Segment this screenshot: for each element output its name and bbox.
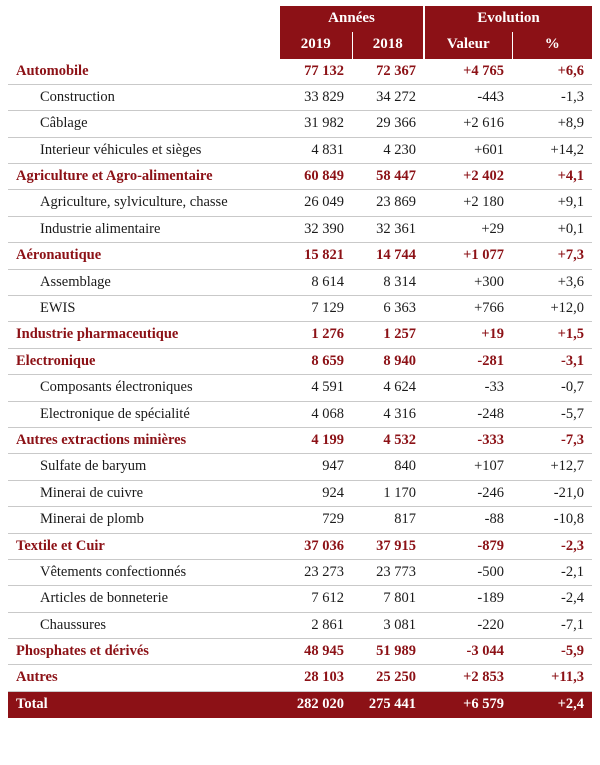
row-label: Electronique de spécialité — [8, 401, 280, 427]
row-label: Autres extractions minières — [8, 427, 280, 453]
row-value-2019: 924 — [280, 480, 352, 506]
row-evolution-value: +29 — [424, 216, 512, 242]
row-value-2019: 729 — [280, 507, 352, 533]
row-evolution-value: +1 077 — [424, 243, 512, 269]
row-value-2018: 7 801 — [352, 586, 424, 612]
row-value-2019: 77 132 — [280, 59, 352, 85]
row-label: Autres — [8, 665, 280, 691]
row-evolution-value: +2 402 — [424, 164, 512, 190]
row-evolution-percent: +8,9 — [512, 111, 592, 137]
row-value-2019: 1 276 — [280, 322, 352, 348]
row-evolution-value: -246 — [424, 480, 512, 506]
table-row — [8, 164, 592, 190]
row-value-2018: 6 363 — [352, 296, 424, 322]
row-evolution-value: -333 — [424, 427, 512, 453]
row-label: Chaussures — [8, 612, 280, 638]
row-value-2019: 32 390 — [280, 216, 352, 242]
row-evolution-value: -220 — [424, 612, 512, 638]
row-value-2019: 7 129 — [280, 296, 352, 322]
row-evolution-value: +300 — [424, 269, 512, 295]
row-label: Composants électroniques — [8, 375, 280, 401]
table-row — [8, 322, 592, 348]
row-value-2019: 7 612 — [280, 586, 352, 612]
table-row — [8, 401, 592, 427]
row-value-2018: 58 447 — [352, 164, 424, 190]
table-row — [8, 137, 592, 163]
row-value-2018: 34 272 — [352, 84, 424, 110]
row-label: Interieur véhicules et sièges — [8, 137, 280, 163]
row-evolution-value: +2 853 — [424, 665, 512, 691]
row-value-2018: 3 081 — [352, 612, 424, 638]
row-label: Total — [8, 691, 280, 718]
row-label: Industrie alimentaire — [8, 216, 280, 242]
row-label: Industrie pharmaceutique — [8, 322, 280, 348]
row-evolution-value: -3 044 — [424, 639, 512, 665]
row-value-2019: 8 659 — [280, 348, 352, 374]
row-value-2019: 15 821 — [280, 243, 352, 269]
row-evolution-percent: +4,1 — [512, 164, 592, 190]
row-value-2018: 14 744 — [352, 243, 424, 269]
row-label: Vêtements confectionnés — [8, 559, 280, 585]
row-value-2018: 4 624 — [352, 375, 424, 401]
row-value-2018: 1 170 — [352, 480, 424, 506]
row-value-2018: 32 361 — [352, 216, 424, 242]
row-evolution-percent: +1,5 — [512, 322, 592, 348]
row-evolution-percent: +14,2 — [512, 137, 592, 163]
row-evolution-value: -88 — [424, 507, 512, 533]
table-row — [8, 84, 592, 110]
row-value-2019: 23 273 — [280, 559, 352, 585]
row-evolution-percent: +7,3 — [512, 243, 592, 269]
table-row — [8, 480, 592, 506]
row-value-2018: 23 869 — [352, 190, 424, 216]
header-col-2018: 2018 — [352, 32, 424, 58]
row-evolution-percent: +9,1 — [512, 190, 592, 216]
row-evolution-value: -443 — [424, 84, 512, 110]
table-row — [8, 427, 592, 453]
row-value-2018: 23 773 — [352, 559, 424, 585]
row-value-2019: 28 103 — [280, 665, 352, 691]
table-row — [8, 665, 592, 691]
row-evolution-value: +6 579 — [424, 691, 512, 718]
row-value-2018: 37 915 — [352, 533, 424, 559]
row-value-2018: 29 366 — [352, 111, 424, 137]
row-value-2019: 4 068 — [280, 401, 352, 427]
row-value-2018: 4 230 — [352, 137, 424, 163]
row-evolution-value: +601 — [424, 137, 512, 163]
header-col-valeur: Valeur — [424, 32, 512, 58]
header-col-2019: 2019 — [280, 32, 352, 58]
row-value-2019: 8 614 — [280, 269, 352, 295]
row-evolution-percent: +6,6 — [512, 59, 592, 85]
row-evolution-percent: +11,3 — [512, 665, 592, 691]
row-value-2018: 8 314 — [352, 269, 424, 295]
row-value-2018: 51 989 — [352, 639, 424, 665]
header-corner-blank — [8, 6, 280, 32]
row-evolution-percent: -7,3 — [512, 427, 592, 453]
table-row — [8, 190, 592, 216]
row-evolution-percent: -0,7 — [512, 375, 592, 401]
table-row — [8, 639, 592, 665]
row-evolution-percent: -2,1 — [512, 559, 592, 585]
table-row — [8, 691, 592, 718]
row-evolution-percent: -5,9 — [512, 639, 592, 665]
table-row — [8, 507, 592, 533]
row-value-2018: 1 257 — [352, 322, 424, 348]
row-value-2019: 282 020 — [280, 691, 352, 718]
table-row — [8, 612, 592, 638]
row-label: Minerai de plomb — [8, 507, 280, 533]
row-value-2018: 8 940 — [352, 348, 424, 374]
row-label: Construction — [8, 84, 280, 110]
row-value-2018: 4 316 — [352, 401, 424, 427]
row-label: Assemblage — [8, 269, 280, 295]
row-value-2019: 26 049 — [280, 190, 352, 216]
row-label: Articles de bonneterie — [8, 586, 280, 612]
row-label: Textile et Cuir — [8, 533, 280, 559]
header-group-evolution: Evolution — [424, 6, 592, 32]
table-row — [8, 375, 592, 401]
row-label: Phosphates et dérivés — [8, 639, 280, 665]
row-label: Câblage — [8, 111, 280, 137]
table-row — [8, 269, 592, 295]
row-evolution-percent: -1,3 — [512, 84, 592, 110]
table-header — [8, 6, 592, 59]
table-row — [8, 59, 592, 85]
row-evolution-value: +766 — [424, 296, 512, 322]
header-col-percent: % — [512, 32, 592, 58]
header-group-annees: Années — [280, 6, 424, 32]
row-evolution-value: +4 765 — [424, 59, 512, 85]
row-value-2018: 72 367 — [352, 59, 424, 85]
row-label: Minerai de cuivre — [8, 480, 280, 506]
row-value-2019: 48 945 — [280, 639, 352, 665]
table-row — [8, 533, 592, 559]
table-row — [8, 559, 592, 585]
row-evolution-value: -248 — [424, 401, 512, 427]
table-row — [8, 296, 592, 322]
row-evolution-value: -33 — [424, 375, 512, 401]
row-evolution-percent: -2,3 — [512, 533, 592, 559]
row-value-2019: 33 829 — [280, 84, 352, 110]
row-value-2019: 2 861 — [280, 612, 352, 638]
table-row — [8, 348, 592, 374]
row-evolution-value: -189 — [424, 586, 512, 612]
sector-evolution-table — [8, 6, 592, 718]
row-evolution-value: +19 — [424, 322, 512, 348]
row-value-2019: 947 — [280, 454, 352, 480]
row-label: Agriculture, sylviculture, chasse — [8, 190, 280, 216]
row-evolution-percent: +0,1 — [512, 216, 592, 242]
row-evolution-percent: -21,0 — [512, 480, 592, 506]
row-evolution-value: +2 180 — [424, 190, 512, 216]
row-evolution-percent: -3,1 — [512, 348, 592, 374]
row-label: Electronique — [8, 348, 280, 374]
row-evolution-percent: -7,1 — [512, 612, 592, 638]
table-row — [8, 454, 592, 480]
row-value-2018: 25 250 — [352, 665, 424, 691]
row-value-2019: 4 591 — [280, 375, 352, 401]
row-evolution-percent: -10,8 — [512, 507, 592, 533]
row-value-2019: 31 982 — [280, 111, 352, 137]
row-label: Aéronautique — [8, 243, 280, 269]
row-value-2018: 817 — [352, 507, 424, 533]
row-value-2018: 275 441 — [352, 691, 424, 718]
table-sheet — [0, 6, 600, 765]
row-evolution-percent: +2,4 — [512, 691, 592, 718]
row-evolution-percent: -2,4 — [512, 586, 592, 612]
row-evolution-value: -281 — [424, 348, 512, 374]
table-row — [8, 216, 592, 242]
row-evolution-percent: -5,7 — [512, 401, 592, 427]
table-row — [8, 111, 592, 137]
row-evolution-value: -879 — [424, 533, 512, 559]
table-row — [8, 586, 592, 612]
row-evolution-value: +2 616 — [424, 111, 512, 137]
header-corner-blank-2 — [8, 32, 280, 58]
row-value-2019: 60 849 — [280, 164, 352, 190]
row-evolution-percent: +12,0 — [512, 296, 592, 322]
table-row — [8, 243, 592, 269]
row-label: Automobile — [8, 59, 280, 85]
row-value-2018: 840 — [352, 454, 424, 480]
row-label: Sulfate de baryum — [8, 454, 280, 480]
row-evolution-percent: +3,6 — [512, 269, 592, 295]
row-value-2019: 4 199 — [280, 427, 352, 453]
row-value-2018: 4 532 — [352, 427, 424, 453]
row-label: EWIS — [8, 296, 280, 322]
row-evolution-value: -500 — [424, 559, 512, 585]
table-body — [8, 59, 592, 719]
row-evolution-value: +107 — [424, 454, 512, 480]
row-value-2019: 37 036 — [280, 533, 352, 559]
row-evolution-percent: +12,7 — [512, 454, 592, 480]
row-label: Agriculture et Agro-alimentaire — [8, 164, 280, 190]
row-value-2019: 4 831 — [280, 137, 352, 163]
